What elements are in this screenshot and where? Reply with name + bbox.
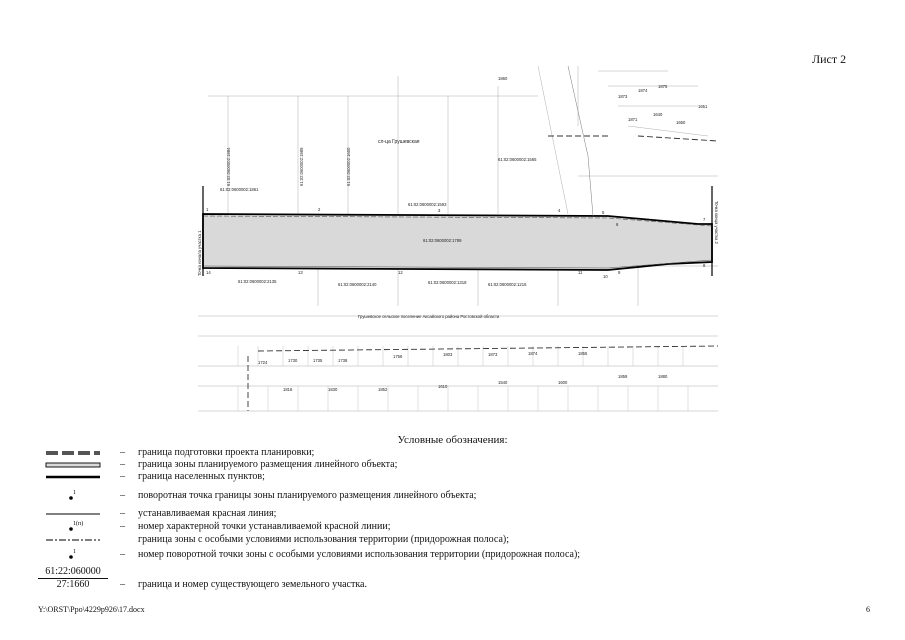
legend-text: номер характерной точки устанавливаемой красной линии; bbox=[138, 521, 391, 532]
lot-number: 1803 bbox=[443, 352, 453, 357]
point-number: 4 bbox=[558, 208, 561, 213]
legend-row-settlement-boundary: – граница населенных пунктов; bbox=[38, 470, 738, 484]
lot-number: 1651 bbox=[698, 104, 708, 109]
point-number: 1 bbox=[206, 207, 209, 212]
settlement-boundary-icon bbox=[38, 470, 108, 484]
lot-number: 1540 bbox=[498, 380, 508, 385]
top-parcel-2: 61:02:0600002:1989 bbox=[299, 147, 304, 186]
point-number: 13 bbox=[298, 270, 303, 275]
legend-title: Условные обозначения: bbox=[397, 434, 508, 446]
point-number: 11 bbox=[578, 270, 583, 275]
page-number: 6 bbox=[866, 605, 870, 614]
lot-number: 1724 bbox=[258, 360, 268, 365]
roadside-zone-icon bbox=[38, 533, 108, 547]
settlement-name: сл-ца Грушевская bbox=[378, 139, 420, 145]
point-number: 8 bbox=[703, 263, 706, 268]
lot-number: 1830 bbox=[328, 387, 338, 392]
bottom-parcel-3: 61:02:0600002:1318 bbox=[428, 280, 467, 285]
point-number: 6 bbox=[616, 222, 619, 227]
legend-text: устанавливаемая красная линия; bbox=[138, 508, 277, 519]
lot-number: 1730 bbox=[288, 358, 298, 363]
lot-number: 1852 bbox=[378, 387, 388, 392]
svg-text:1: 1 bbox=[73, 490, 76, 496]
turning-point-icon bbox=[38, 489, 108, 503]
municipality: Грушевское сельское поселение Аксайского района Ростовской области bbox=[358, 314, 500, 319]
lot-numbers-top bbox=[498, 76, 708, 125]
lot-number: 1855 bbox=[578, 351, 588, 356]
roadside-point-icon bbox=[38, 548, 108, 562]
lot-number: 1816 bbox=[283, 387, 293, 392]
legend-text: граница зоны планируемого размещения линейного объекта; bbox=[138, 459, 398, 470]
top-parcel-5: 61:02:0600002:1861 bbox=[220, 187, 259, 192]
point-number: 12 bbox=[398, 270, 403, 275]
parcel-number-bottom: 27:1660 bbox=[38, 578, 108, 591]
lot-number: 1756 bbox=[393, 354, 403, 359]
sheet-label: Лист 2 bbox=[812, 52, 847, 66]
legend-row-red-line-point: 1(п) – номер характерной точки устанавливаемой красной линии; bbox=[38, 520, 738, 534]
parcel-number-top: 61:22:060000 bbox=[45, 566, 101, 577]
lot-number: 1880 bbox=[658, 374, 668, 379]
point-number: 3 bbox=[438, 208, 441, 213]
top-parcel-6: 61:02:0600002:1565 bbox=[498, 157, 537, 162]
legend-text: граница населенных пунктов; bbox=[138, 471, 265, 482]
point-number: 9 bbox=[618, 270, 621, 275]
left-vertical-label: Точка начала участка 1 bbox=[197, 230, 202, 276]
planning-map bbox=[198, 66, 718, 428]
bottom-parcel-2: 61:02:0600002:2140 bbox=[338, 282, 377, 287]
legend-row-parcel: – граница и номер существующего земельного участка. bbox=[120, 579, 367, 590]
top-parcel-4: 61:02:0600002:1593 bbox=[408, 202, 447, 207]
legend-text: граница подготовки проекта планировки; bbox=[138, 447, 315, 458]
lot-number: 1873 bbox=[488, 352, 498, 357]
legend-row-turning-point: 1 – поворотная точка границы зоны планируемого размещения линейного объекта; bbox=[38, 489, 738, 503]
legend-text: граница и номер существующего земельного участка. bbox=[138, 579, 367, 590]
svg-text:1: 1 bbox=[73, 549, 76, 555]
bottom-parcel-4: 61:02:0600002:1216 bbox=[488, 282, 527, 287]
legend-text: поворотная точка границы зоны планируемого размещения линейного объекта; bbox=[138, 490, 477, 501]
lot-number: 1859 bbox=[618, 374, 628, 379]
road-parcel: 61:02:0600002:1789 bbox=[423, 238, 462, 243]
point-number: 10 bbox=[603, 274, 608, 279]
lot-number: 1735 bbox=[313, 358, 323, 363]
point-number: 14 bbox=[206, 270, 211, 275]
point-number: 5 bbox=[602, 210, 605, 215]
legend-row-roadside-point: 1 – номер поворотной точки зоны с особыми условиями использования территории (придорожная полоса); bbox=[38, 548, 738, 562]
lot-number: 1873 bbox=[618, 94, 628, 99]
bottom-parcel-1: 61:02:0600002:2135 bbox=[238, 279, 277, 284]
point-number: 7 bbox=[703, 217, 706, 222]
point-number: 2 bbox=[318, 207, 321, 212]
legend-text: граница зоны с особыми условиями использования территории (придорожная полоса); bbox=[138, 534, 510, 545]
lot-number: 1874 bbox=[638, 88, 648, 93]
lot-number: 1650 bbox=[676, 120, 686, 125]
legend-row-linear-object-zone: – граница зоны планируемого размещения линейного объекта; bbox=[38, 458, 738, 472]
footer-path: Y:\ORST\Ppo\4229р926\17.docx bbox=[38, 605, 145, 614]
svg-text:1(п): 1(п) bbox=[73, 521, 84, 527]
lot-number: 1600 bbox=[558, 380, 568, 385]
lot-number: 1738 bbox=[338, 358, 348, 363]
legend-row-roadside-zone bbox=[38, 533, 738, 547]
lot-number: 1610 bbox=[438, 384, 448, 389]
legend-text: номер поворотной точки зоны с особыми условиями использования территории (придорожная полоса); bbox=[138, 549, 581, 560]
right-vertical-label: Точка конца участка 2 bbox=[714, 201, 719, 244]
red-line-icon bbox=[38, 507, 108, 521]
legend-row-planning-boundary: – граница подготовки проекта планировки; bbox=[38, 446, 738, 460]
lot-number: 1875 bbox=[658, 84, 668, 89]
top-parcel-1: 61:02:0600002:1984 bbox=[226, 147, 231, 186]
legend-row-red-line: – устанавливаемая красная линия; bbox=[38, 507, 738, 521]
red-line-point-icon bbox=[38, 520, 108, 534]
lot-number: 1874 bbox=[528, 351, 538, 356]
lot-number: 1640 bbox=[653, 112, 663, 117]
top-parcel-3: 61:02:0600002:1600 bbox=[346, 147, 351, 186]
lot-number: 1871 bbox=[628, 117, 638, 122]
lot-number: 1860 bbox=[498, 76, 508, 81]
